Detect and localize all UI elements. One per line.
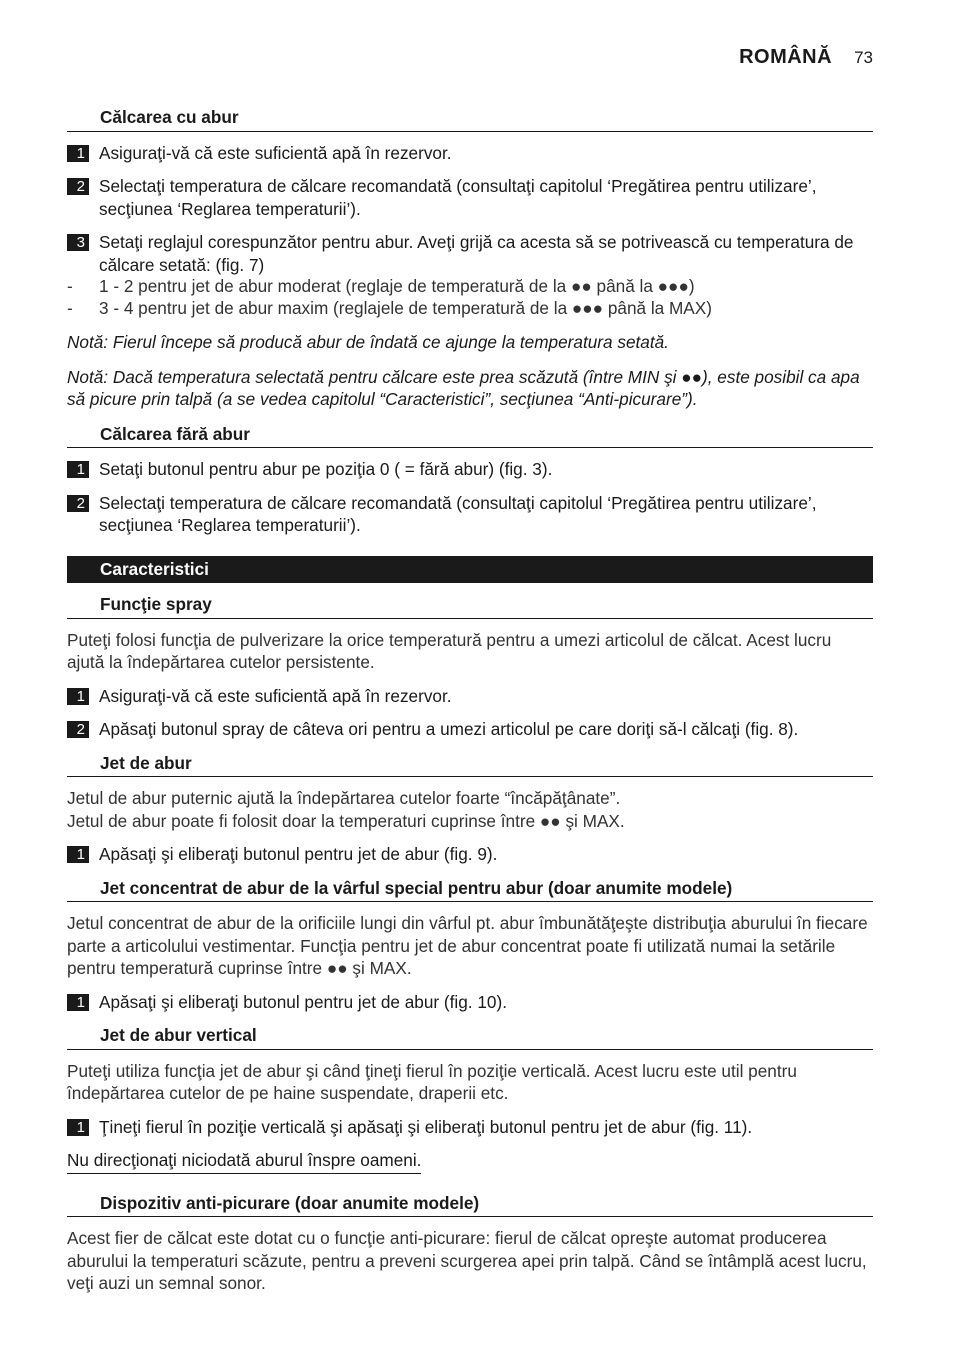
step-text: Asiguraţi-vă că este suficientă apă în rezervor.: [99, 685, 452, 706]
step-number: 1: [67, 994, 89, 1011]
step: [67, 991, 873, 1014]
bullet-dash: -: [67, 297, 73, 318]
step: [67, 458, 873, 481]
step-number: 1: [67, 145, 89, 162]
bullet-item: [67, 297, 873, 320]
step: [67, 685, 873, 708]
paragraph: Jetul de abur puternic ajută la îndepărtarea cutelor foarte “încăpăţânate”.: [67, 788, 621, 808]
paragraph: Jetul de abur poate fi folosit doar la temperaturi cuprinse între ●● şi MAX.: [67, 810, 625, 831]
step-text: Setaţi reglajul corespunzător pentru abur. Aveţi grijă ca acesta să se potrivească cu temperatura de călcare setată: (fig. 7): [99, 232, 854, 275]
paragraph: Acest fier de călcat este dotat cu o funcţie anti-picurare: fierul de călcat opreşte automat producerea aburului la temperaturi scăzute, pentru a preveni scurgerea apei prin talpă. Când se întâmplă acest lucru, veţi auzi un semnal sonor.: [67, 1228, 867, 1293]
step-number: 1: [67, 1119, 89, 1136]
step-text: Apăsaţi şi eliberaţi butonul pentru jet de abur (fig. 9).: [99, 844, 498, 864]
paragraph: Puteţi utiliza funcţia jet de abur şi când ţineţi fierul în poziţie verticală. Acest lucru este util pentru îndepărtarea cutelor de pe haine suspendate, draperii etc.: [67, 1060, 797, 1103]
section-heading-dry-ironing: Călcarea fără abur: [67, 423, 873, 449]
step: [67, 1116, 873, 1139]
step-text: Apăsaţi butonul spray de câteva ori pentru a umezi articolul pe care doriţi să-l călcaţi (fig. 8).: [99, 719, 799, 739]
note: Notă: Dacă temperatura selectată pentru călcare este prea scăzută (între MIN şi ●●), este posibil ca apa să picure prin talpă (a se vedea capitolul “Caracteristici”, secţiunea “Anti-picurare”).: [67, 366, 860, 409]
step: [67, 843, 873, 866]
step: [67, 718, 873, 741]
note: Notă: Fierul începe să producă abur de îndată ce ajunge la temperatura setată.: [67, 332, 669, 352]
step-number: 1: [67, 846, 89, 863]
bullet-text: 3 - 4 pentru jet de abur maxim (reglajele de temperatură de la ●●● până la MAX): [99, 297, 712, 318]
step-text: Asiguraţi-vă că este suficientă apă în rezervor.: [99, 142, 452, 163]
step-text: Selectaţi temperatura de călcare recomandată (consultaţi capitolul ‘Pregătirea pentru utilizare’, secţiunea ‘Reglarea temperaturii’).: [99, 492, 817, 535]
page-number: 73: [854, 48, 873, 67]
step-number: 3: [67, 234, 89, 251]
step: [67, 492, 873, 537]
bullet-dash: -: [67, 276, 73, 296]
warning-text: Nu direcţionaţi niciodată aburul înspre oameni.: [67, 1149, 421, 1174]
step: [67, 231, 873, 276]
page-header: [739, 46, 873, 69]
section-heading-vertical-steam: Jet de abur vertical: [67, 1024, 873, 1050]
language-label: ROMÂNĂ: [739, 46, 833, 68]
step-number: 2: [67, 178, 89, 195]
bullet-text: 1 - 2 pentru jet de abur moderat (reglaje de temperatură de la ●● până la ●●●): [99, 276, 695, 296]
step-number: 2: [67, 495, 89, 512]
page-content: [67, 106, 873, 1306]
step: [67, 175, 873, 220]
step-number: 1: [67, 461, 89, 478]
section-heading-shot-of-steam: Jet de abur: [67, 752, 873, 778]
paragraph: Puteţi folosi funcţia de pulverizare la orice temperatură pentru a umezi articolul de călcat. Acest lucru ajută la îndepărtarea cutelor persistente.: [67, 629, 832, 672]
section-heading-spray: Funcţie spray: [67, 593, 873, 619]
step-text: Ţineţi fierul în poziţie verticală şi apăsaţi şi eliberaţi butonul pentru jet de abur (fig. 11).: [99, 1116, 753, 1137]
step: [67, 142, 873, 165]
section-heading-drip-stop: Dispozitiv anti-picurare (doar anumite modele): [67, 1192, 873, 1218]
step-number: 1: [67, 688, 89, 705]
step-number: 2: [67, 721, 89, 738]
section-heading-steam-tip: Jet concentrat de abur de la vârful special pentru abur (doar anumite modele): [67, 877, 873, 903]
chapter-heading-features: Caracteristici: [67, 556, 873, 584]
step-text: Setaţi butonul pentru abur pe poziţia 0 ( = fără abur) (fig. 3).: [99, 459, 553, 479]
section-heading-steam-ironing: Călcarea cu abur: [67, 106, 873, 132]
bullet-item: [67, 275, 873, 298]
paragraph: Jetul concentrat de abur de la orificiile lungi din vârful pt. abur îmbunătăţeşte distribuţia aburului în fiecare parte a articolului vestimentar. Funcţia pentru jet de abur concentrat poate fi utilizată numai la setările pentru temperatură cuprinse între ●● şi MAX.: [67, 913, 868, 978]
step-text: Selectaţi temperatura de călcare recomandată (consultaţi capitolul ‘Pregătirea pentru utilizare’, secţiunea ‘Reglarea temperaturii’).: [99, 176, 817, 219]
step-text: Apăsaţi şi eliberaţi butonul pentru jet de abur (fig. 10).: [99, 991, 507, 1012]
